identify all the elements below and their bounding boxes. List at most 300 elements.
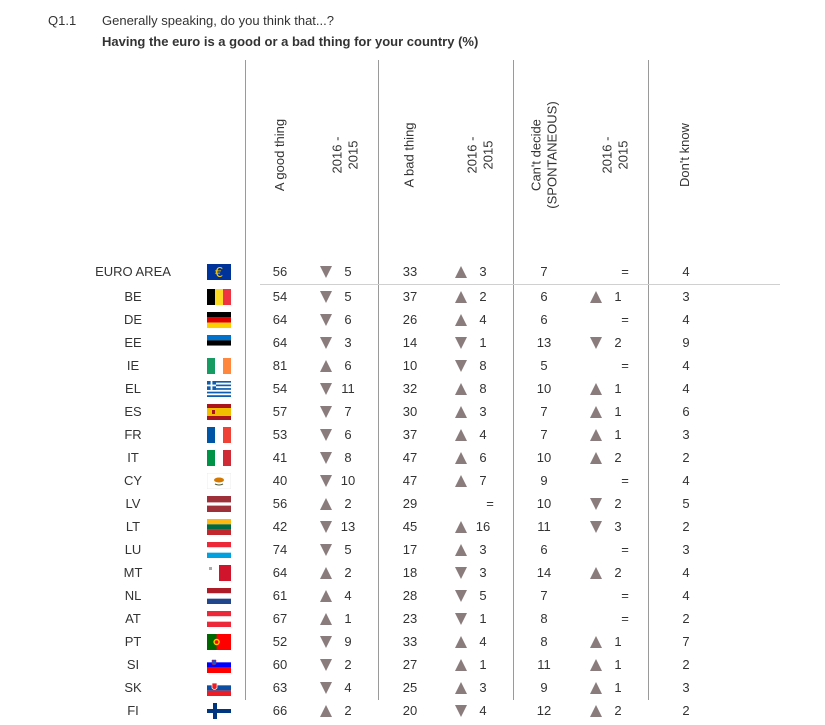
change-value: 3: [479, 542, 487, 557]
change-cell: [320, 446, 390, 469]
header-bad: A bad thing: [402, 122, 417, 188]
country-label: IT: [127, 450, 139, 465]
change-cell: [320, 260, 390, 283]
triangle-down-icon: [320, 406, 332, 418]
be-flag-icon: [207, 289, 231, 305]
table-row: [0, 469, 825, 492]
triangle-down-icon: [455, 360, 467, 372]
good-value: 41: [272, 450, 288, 465]
triangle-up-icon: [455, 406, 467, 418]
svg-text:€: €: [214, 266, 224, 280]
triangle-up-icon: [455, 266, 467, 278]
triangle-up-icon: [590, 406, 602, 418]
cant-decide-value: 12: [536, 703, 552, 718]
bad-value: 30: [402, 404, 418, 419]
triangle-up-icon: [320, 705, 332, 717]
change-cell: [590, 377, 660, 400]
triangle-down-icon: [320, 291, 332, 303]
change-value: 9: [344, 634, 352, 649]
dont-know-value: 4: [682, 588, 690, 603]
triangle-down-icon: [455, 590, 467, 602]
change-cell: [590, 561, 660, 584]
good-value: 66: [272, 703, 288, 718]
change-cell: [455, 699, 525, 722]
good-value: 74: [272, 542, 288, 557]
change-value: 6: [344, 358, 352, 373]
dont-know-value: 2: [682, 657, 690, 672]
change-value: 2: [344, 565, 352, 580]
table-row: [0, 699, 825, 722]
bad-value: 26: [402, 312, 418, 327]
table-row: [0, 377, 825, 400]
cant-decide-value: 5: [540, 358, 548, 373]
change-value: 1: [614, 680, 622, 695]
change-cell: [590, 607, 660, 630]
bad-value: 47: [402, 473, 418, 488]
change-cell: [590, 630, 660, 653]
cant-decide-value: 11: [537, 657, 551, 672]
it-flag-icon: [207, 450, 231, 466]
lv-flag-icon: [207, 496, 231, 512]
change-cell: [320, 538, 390, 561]
triangle-up-icon: [320, 590, 332, 602]
change-cell: [455, 354, 525, 377]
change-cell: [320, 561, 390, 584]
bad-value: 27: [402, 657, 418, 672]
de-flag-icon: [207, 312, 231, 328]
triangle-down-icon: [590, 498, 602, 510]
bad-value: 10: [402, 358, 418, 373]
dont-know-value: 2: [682, 703, 690, 718]
change-cell: [590, 469, 660, 492]
dont-know-value: 4: [682, 264, 690, 279]
change-value: 11: [341, 381, 355, 396]
table-row: [0, 492, 825, 515]
change-cell: [455, 538, 525, 561]
triangle-down-icon: [320, 475, 332, 487]
triangle-down-icon: [320, 521, 332, 533]
fr-flag-icon: [207, 427, 231, 443]
bad-value: 37: [402, 289, 418, 304]
cant-decide-value: 6: [540, 542, 548, 557]
change-value: 8: [479, 381, 487, 396]
good-value: 52: [272, 634, 288, 649]
change-cell: [590, 260, 660, 283]
bad-value: 33: [402, 264, 418, 279]
change-cell: [320, 584, 390, 607]
question-number: Q1.1: [48, 13, 77, 28]
table-row: [0, 354, 825, 377]
change-value: 1: [479, 611, 487, 626]
change-value: 1: [614, 289, 622, 304]
cant-decide-value: 7: [540, 588, 548, 603]
bad-value: 17: [402, 542, 418, 557]
table-row: [0, 285, 825, 308]
country-label: LV: [125, 496, 141, 511]
table-row: [0, 423, 825, 446]
dont-know-value: 4: [682, 473, 690, 488]
country-label: ES: [124, 404, 142, 419]
mt-flag-icon: [207, 565, 231, 581]
change-cell: [455, 331, 525, 354]
dont-know-value: 3: [682, 680, 690, 695]
change-cell: [590, 653, 660, 676]
triangle-up-icon: [455, 383, 467, 395]
nl-flag-icon: [207, 588, 231, 604]
triangle-down-icon: [455, 613, 467, 625]
change-cell: [320, 308, 390, 331]
change-cell: [455, 676, 525, 699]
good-value: 64: [272, 565, 288, 580]
change-cell: [455, 285, 525, 308]
country-label: DE: [123, 312, 143, 327]
good-value: 40: [272, 473, 288, 488]
change-value: 4: [479, 427, 487, 442]
change-cell: [590, 308, 660, 331]
triangle-down-icon: [320, 544, 332, 556]
good-value: 54: [272, 381, 288, 396]
change-value: 4: [479, 703, 487, 718]
change-value: 7: [479, 473, 487, 488]
triangle-up-icon: [320, 360, 332, 372]
good-value: 64: [272, 335, 288, 350]
change-value: 1: [614, 634, 622, 649]
dont-know-value: 2: [682, 519, 690, 534]
change-cell: [590, 492, 660, 515]
cant-decide-value: 7: [540, 264, 548, 279]
ee-flag-icon: [207, 335, 231, 351]
change-value: 2: [614, 703, 622, 718]
change-value: 13: [340, 519, 356, 534]
si-flag-icon: [207, 657, 231, 673]
triangle-up-icon: [455, 452, 467, 464]
el-flag-icon: [207, 381, 231, 397]
bad-value: 33: [402, 634, 418, 649]
triangle-up-icon: [590, 452, 602, 464]
header-cant-decide: Can't decide (SPONTANEOUS): [529, 101, 561, 209]
dont-know-value: 4: [682, 381, 690, 396]
table-row: [0, 653, 825, 676]
change-value: 5: [479, 588, 487, 603]
triangle-down-icon: [590, 521, 602, 533]
good-value: 63: [272, 680, 288, 695]
change-cell: [590, 400, 660, 423]
bad-value: 18: [402, 565, 418, 580]
dont-know-value: 4: [682, 565, 690, 580]
triangle-down-icon: [320, 659, 332, 671]
change-cell: [590, 331, 660, 354]
country-label: SK: [124, 680, 142, 695]
cant-decide-value: 7: [540, 427, 548, 442]
change-cell: [320, 469, 390, 492]
change-value: 10: [340, 473, 356, 488]
change-cell: [455, 492, 525, 515]
country-label: EE: [124, 335, 142, 350]
change-cell: [320, 331, 390, 354]
dont-know-value: 6: [682, 404, 690, 419]
no-change-sign: =: [621, 611, 629, 626]
change-cell: [590, 584, 660, 607]
good-value: 64: [272, 312, 288, 327]
table-row: [0, 308, 825, 331]
cant-decide-value: 14: [536, 565, 552, 580]
change-value: 2: [614, 496, 622, 511]
eu-flag-icon: [207, 264, 231, 280]
good-value: 67: [272, 611, 288, 626]
table-row: [0, 400, 825, 423]
change-cell: [320, 653, 390, 676]
change-value: 2: [614, 335, 622, 350]
triangle-down-icon: [320, 682, 332, 694]
change-value: 1: [479, 657, 487, 672]
table-row: [0, 260, 825, 283]
dont-know-value: 3: [682, 427, 690, 442]
change-cell: [455, 584, 525, 607]
bad-value: 45: [402, 519, 418, 534]
table-row: [0, 676, 825, 699]
change-cell: [320, 492, 390, 515]
country-label: FR: [124, 427, 142, 442]
change-value: 8: [479, 358, 487, 373]
cant-decide-value: 11: [537, 519, 551, 534]
triangle-up-icon: [590, 429, 602, 441]
table-row: [0, 446, 825, 469]
change-value: 5: [344, 289, 352, 304]
bad-value: 25: [402, 680, 418, 695]
table-row: [0, 515, 825, 538]
good-value: 81: [272, 358, 288, 373]
table-row: [0, 607, 825, 630]
cant-decide-value: 7: [540, 404, 548, 419]
cant-decide-value: 10: [536, 450, 552, 465]
triangle-up-icon: [320, 498, 332, 510]
change-value: 4: [344, 680, 352, 695]
pt-flag-icon: [207, 634, 231, 650]
change-value: 5: [344, 264, 352, 279]
change-cell: [320, 400, 390, 423]
triangle-up-icon: [590, 682, 602, 694]
change-value: 3: [344, 335, 352, 350]
triangle-down-icon: [455, 705, 467, 717]
bad-value: 20: [402, 703, 418, 718]
cant-decide-value: 8: [540, 634, 548, 649]
good-value: 60: [272, 657, 288, 672]
change-cell: [455, 561, 525, 584]
cant-decide-value: 6: [540, 289, 548, 304]
change-cell: [455, 308, 525, 331]
change-cell: [455, 377, 525, 400]
no-change-sign: =: [621, 358, 629, 373]
change-cell: [455, 423, 525, 446]
change-value: 4: [479, 634, 487, 649]
change-value: 6: [479, 450, 487, 465]
change-cell: [320, 423, 390, 446]
question-text: Generally speaking, do you think that...?: [102, 13, 334, 28]
country-label: EURO AREA: [95, 264, 171, 279]
change-cell: [590, 285, 660, 308]
change-cell: [455, 653, 525, 676]
triangle-up-icon: [455, 682, 467, 694]
table-row: [0, 331, 825, 354]
table-row: [0, 561, 825, 584]
change-cell: [590, 423, 660, 446]
change-cell: [590, 699, 660, 722]
country-label: NL: [124, 588, 142, 603]
triangle-down-icon: [320, 429, 332, 441]
change-value: 3: [614, 519, 622, 534]
header-change-3: 2016 - 2015: [599, 136, 630, 174]
cant-decide-value: 10: [536, 381, 552, 396]
dont-know-value: 3: [682, 542, 690, 557]
country-label: EL: [125, 381, 141, 396]
change-value: 3: [479, 264, 487, 279]
dont-know-value: 2: [682, 450, 690, 465]
country-label: PT: [124, 634, 142, 649]
good-value: 56: [272, 496, 288, 511]
change-value: 2: [344, 703, 352, 718]
table-row: [0, 630, 825, 653]
no-change-sign: =: [621, 542, 629, 557]
triangle-up-icon: [455, 659, 467, 671]
cant-decide-value: 6: [540, 312, 548, 327]
triangle-down-icon: [320, 337, 332, 349]
change-value: 3: [479, 680, 487, 695]
change-cell: [455, 630, 525, 653]
question-subtitle: Having the euro is a good or a bad thing for your country (%): [102, 34, 479, 49]
triangle-down-icon: [320, 636, 332, 648]
dont-know-value: 5: [682, 496, 690, 511]
fi-flag-icon: [207, 703, 231, 719]
country-label: IE: [126, 358, 140, 373]
triangle-up-icon: [455, 314, 467, 326]
dont-know-value: 3: [682, 289, 690, 304]
triangle-down-icon: [455, 337, 467, 349]
change-value: 6: [344, 312, 352, 327]
triangle-up-icon: [590, 567, 602, 579]
triangle-up-icon: [590, 291, 602, 303]
bad-value: 37: [402, 427, 418, 442]
good-value: 57: [272, 404, 288, 419]
country-label: SI: [126, 657, 140, 672]
change-value: 5: [344, 542, 352, 557]
change-value: 1: [614, 404, 622, 419]
change-cell: [590, 446, 660, 469]
header-dont-know: Don't know: [677, 123, 692, 187]
country-label: LT: [125, 519, 141, 534]
table-row: [0, 538, 825, 561]
dont-know-value: 9: [682, 335, 690, 350]
bad-value: 23: [402, 611, 418, 626]
change-value: 2: [344, 657, 352, 672]
cy-flag-icon: [207, 473, 231, 489]
good-value: 42: [272, 519, 288, 534]
change-value: 7: [344, 404, 352, 419]
triangle-up-icon: [455, 291, 467, 303]
change-cell: [320, 285, 390, 308]
header-change-1: 2016 - 2015: [329, 136, 360, 174]
change-value: 2: [614, 565, 622, 580]
bad-value: 47: [402, 450, 418, 465]
triangle-down-icon: [455, 567, 467, 579]
good-value: 54: [272, 289, 288, 304]
change-cell: [455, 446, 525, 469]
no-change-sign: =: [621, 588, 629, 603]
change-value: 1: [614, 381, 622, 396]
at-flag-icon: [207, 611, 231, 627]
change-value: 1: [614, 427, 622, 442]
triangle-up-icon: [320, 613, 332, 625]
good-value: 56: [272, 264, 288, 279]
change-value: 3: [479, 404, 487, 419]
good-value: 61: [272, 588, 288, 603]
triangle-down-icon: [320, 266, 332, 278]
country-label: FI: [127, 703, 139, 718]
change-cell: [320, 676, 390, 699]
triangle-up-icon: [455, 429, 467, 441]
country-label: BE: [124, 289, 142, 304]
change-cell: [590, 676, 660, 699]
table-row: [0, 584, 825, 607]
triangle-down-icon: [590, 337, 602, 349]
change-cell: [455, 515, 525, 538]
change-cell: [320, 354, 390, 377]
triangle-up-icon: [320, 567, 332, 579]
dont-know-value: 4: [682, 312, 690, 327]
bad-value: 29: [402, 496, 418, 511]
cant-decide-value: 9: [540, 680, 548, 695]
sk-flag-icon: [207, 680, 231, 696]
triangle-up-icon: [455, 636, 467, 648]
lt-flag-icon: [207, 519, 231, 535]
cant-decide-value: 10: [536, 496, 552, 511]
header-good: A good thing: [272, 118, 288, 192]
change-value: 16: [475, 519, 491, 534]
dont-know-value: 7: [682, 634, 690, 649]
bad-value: 14: [402, 335, 418, 350]
change-cell: [455, 260, 525, 283]
change-cell: [590, 538, 660, 561]
triangle-up-icon: [455, 544, 467, 556]
change-cell: [455, 469, 525, 492]
change-cell: [320, 515, 390, 538]
triangle-up-icon: [455, 521, 467, 533]
triangle-up-icon: [455, 475, 467, 487]
dont-know-value: 4: [682, 358, 690, 373]
no-change-sign: =: [621, 473, 629, 488]
change-value: 1: [344, 611, 352, 626]
triangle-down-icon: [320, 383, 332, 395]
triangle-up-icon: [590, 705, 602, 717]
change-value: 2: [344, 496, 352, 511]
change-cell: [320, 630, 390, 653]
change-cell: [455, 400, 525, 423]
triangle-up-icon: [590, 383, 602, 395]
change-value: 6: [344, 427, 352, 442]
change-value: 4: [479, 312, 487, 327]
good-value: 53: [272, 427, 288, 442]
no-change-sign: =: [621, 264, 629, 279]
ie-flag-icon: [207, 358, 231, 374]
change-value: 3: [479, 565, 487, 580]
change-cell: [455, 607, 525, 630]
change-cell: [320, 607, 390, 630]
es-flag-icon: [207, 404, 231, 420]
no-change-sign: =: [486, 496, 494, 511]
cant-decide-value: 13: [536, 335, 552, 350]
change-cell: [590, 354, 660, 377]
bad-value: 28: [402, 588, 418, 603]
change-value: 1: [614, 657, 622, 672]
